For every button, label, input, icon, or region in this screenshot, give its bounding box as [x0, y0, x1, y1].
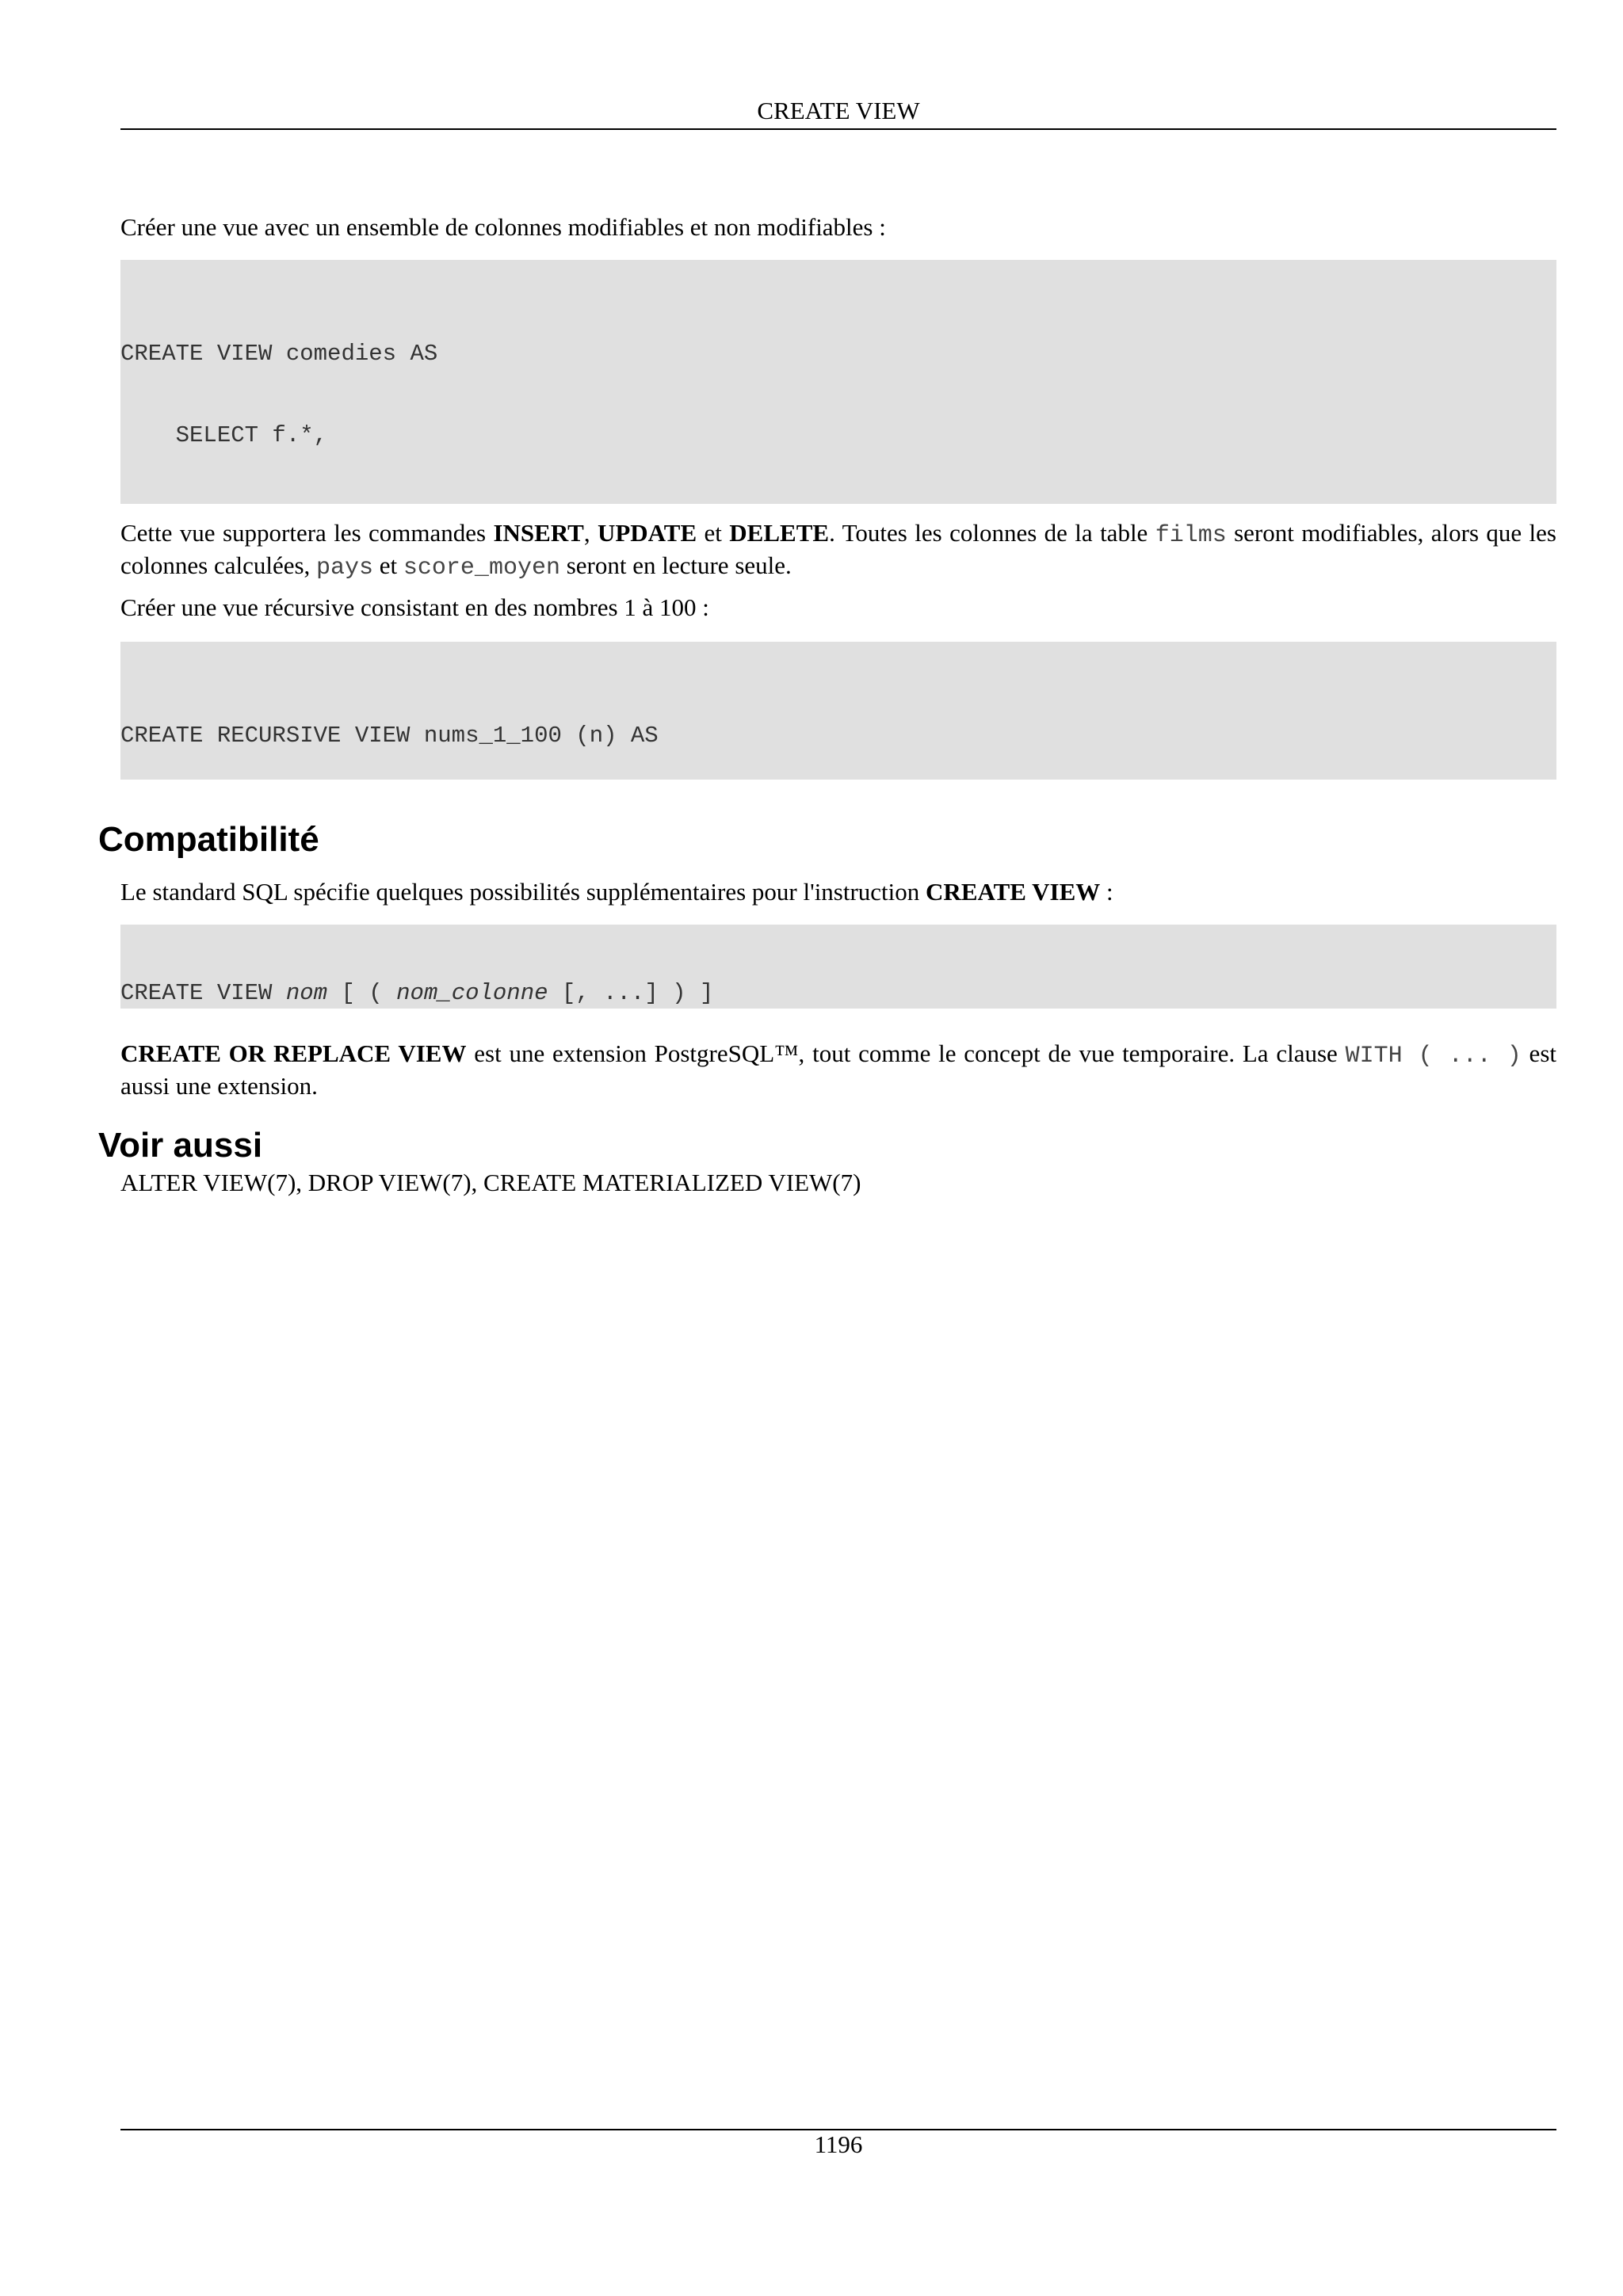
page-header-title: CREATE VIEW — [757, 97, 920, 124]
syntax-line — [120, 980, 1556, 1007]
intro-paragraph: Créer une vue avec un ensemble de colonnes modifiables et non modifiables : — [120, 213, 886, 241]
code-line: SELECT f.*, — [120, 422, 328, 448]
commands-paragraph — [120, 518, 1556, 583]
section-heading-voir-aussi: Voir aussi — [98, 1126, 263, 1165]
create-or-replace-keyword: CREATE OR REPLACE VIEW — [120, 1039, 467, 1067]
update-keyword: UPDATE — [597, 519, 697, 547]
text-span: Cette vue supportera les commandes — [120, 519, 494, 547]
text-span: et — [697, 519, 730, 547]
code-line: CREATE RECURSIVE VIEW nums_1_100 (n) AS — [120, 723, 659, 749]
compat-note-paragraph — [120, 1039, 1556, 1101]
code-text: [ ( — [327, 980, 397, 1007]
code-param-nom-colonne: nom_colonne — [396, 980, 548, 1007]
score-moyen-code: score_moyen — [403, 555, 560, 582]
see-also-links[interactable]: ALTER VIEW(7), DROP VIEW(7), CREATE MATERIALIZED VIEW(7) — [120, 1169, 861, 1196]
films-code: films — [1155, 522, 1227, 549]
page-number: 1196 — [814, 2130, 863, 2158]
text-span: seront modifiables, alors que les colonnes calculées, — [120, 519, 1556, 579]
pays-code: pays — [316, 555, 374, 582]
section-heading-compatibilite: Compatibilité — [98, 820, 319, 859]
delete-keyword: DELETE — [729, 519, 830, 547]
code-block-comedies — [120, 260, 1556, 504]
text-span: seront en lecture seule. — [559, 551, 792, 579]
compat-intro-paragraph — [120, 877, 1556, 907]
text-span: est une extension PostgreSQL™, tout comme le concept de vue temporaire. La clause — [466, 1039, 1346, 1067]
code-param-nom: nom — [285, 980, 328, 1007]
with-clause-code: WITH ( ... ) — [1345, 1043, 1522, 1070]
header-rule — [120, 128, 1556, 130]
code-line: CREATE VIEW comedies AS — [120, 341, 438, 368]
text-span: est aussi une extension. — [120, 1039, 1556, 1100]
text-span: Le standard SQL spécifie quelques possibilités supplémentaires pour l'instruction — [120, 878, 926, 906]
code-block-syntax — [120, 925, 1556, 1009]
code-text: CREATE VIEW — [120, 980, 286, 1007]
create-view-keyword: CREATE VIEW — [926, 878, 1101, 906]
text-span: : — [1100, 878, 1113, 906]
recursive-paragraph: Créer une vue récursive consistant en des nombres 1 à 100 : — [120, 593, 709, 621]
text-span: , — [583, 519, 598, 547]
insert-keyword: INSERT — [493, 519, 584, 547]
code-block-recursive — [120, 642, 1556, 780]
text-span: et — [373, 551, 403, 579]
text-span: . Toutes les colonnes de la table — [829, 519, 1155, 547]
code-text: [, ...] ) ] — [548, 980, 714, 1007]
